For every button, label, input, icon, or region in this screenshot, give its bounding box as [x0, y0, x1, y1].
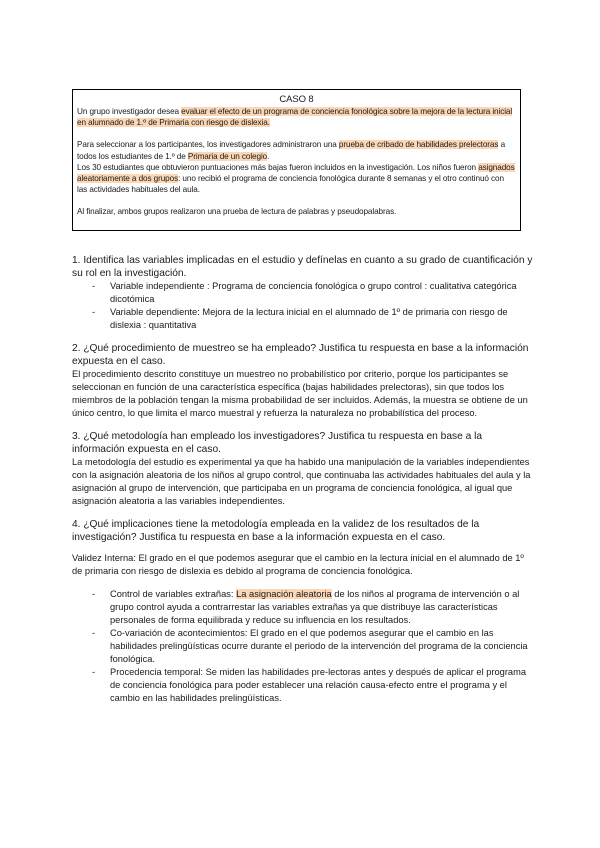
list-item-text: Variable dependiente: Mejora de la lectura inicial en el alumnado de 1º de primaria con riesgo de dislexia : quantitativa [110, 307, 508, 330]
list-item-text: Variable independiente : Programa de conciencia fonológica o grupo control : cualitativa categórica dicotómica [110, 281, 517, 304]
case-text: . [267, 151, 270, 161]
list-item-text: Co-variación de acontecimientos: El grado en el que podemos asegurar que el cambio en las habilidades prelingüísticas ocurre durante el periodo de la intervención del programa de la conciencia fonológica. [110, 628, 528, 664]
bullet-dash: - [92, 628, 96, 638]
case-paragraph-2 [77, 139, 516, 161]
answer-2: El procedimiento descrito constituye un muestreo no probabilístico por criterio, porque los participantes se seleccionan en función de una característica específica (bajas habilidades prelectoras), sin que todos los miembros de la población tengan la misma probabilidad de ser incluidos. Además, la muestra se obtiene de un único centro, lo que limita el marco muestral y refuerza la naturaleza no probabilística del proceso. [72, 369, 528, 418]
list-item [72, 627, 534, 666]
list-item [72, 666, 534, 705]
list-item-text: Control de variables extrañas: [110, 589, 237, 599]
bullet-dash: - [92, 667, 96, 677]
answers-section [72, 254, 534, 705]
case-box [72, 89, 521, 231]
case-text: : uno recibió el programa de conciencia fonológica durante 8 semanas y el otro continuó con las actividades habituales del aula. [77, 174, 504, 195]
bullet-dash: - [92, 589, 96, 599]
answer-highlight: La asignación aleatoria [236, 589, 332, 599]
case-paragraph-4: Al finalizar, ambos grupos realizaron una prueba de lectura de palabras y pseudopalabras. [77, 207, 397, 217]
internal-validity-text: Validez Interna: El grado en el que podemos asegurar que el cambio en la lectura inicial en el alumnado de 1º de primaria con riesgo de dislexia es debido al programa de conciencia fonológica. [72, 553, 524, 576]
case-highlight: asignados aleatoriamente a dos grupos [77, 162, 515, 184]
bullet-dash: - [92, 307, 96, 317]
case-paragraph-3 [77, 162, 516, 196]
case-paragraph-1 [77, 106, 516, 128]
case-text: Para seleccionar a los participantes, los investigadores administraron una [77, 140, 339, 150]
list-item [72, 306, 534, 332]
case-title: CASO 8 [279, 94, 314, 105]
list-item-text: Procedencia temporal: Se miden las habilidades pre-lectoras antes y después de aplicar el programa de conciencia fonológica para poder establecer una relación causa-efecto entre el programa y el cambio en las habilidades prelingüísticas. [110, 667, 527, 703]
bullet-dash: - [92, 281, 96, 291]
question-3: 3. ¿Qué metodología han empleado los investigadores? Justifica tu respuesta en base a la información expuesta en el caso. [72, 431, 483, 455]
question-2: 2. ¿Qué procedimiento de muestreo se ha empleado? Justifica tu respuesta en base a la información expuesta en el caso. [72, 343, 529, 367]
question-1: 1. Identifica las variables implicadas en el estudio y defínelas en cuanto a su grado de cuantificación y su rol en la investigación. [72, 255, 533, 279]
case-highlight: prueba de cribado de habilidades prelectoras [338, 140, 499, 150]
answer-3: La metodología del estudio es experimental ya que ha habido una manipulación de la variables independientes con la asignación aleatoria de los niños al grupo control, que continuaba las actividades habituales del aula y la asignación al grupo de intervención, que participaba en un programa de conciencia fonológica, al igual que asignación aleatoria a las variables independientes. [72, 457, 531, 506]
variables-list [72, 280, 534, 332]
list-item [72, 588, 534, 627]
case-highlight: Primaria de un colegio [187, 151, 268, 161]
case-highlight: evaluar el efecto de un programa de conciencia fonológica sobre la mejora de la lectura inicial en alumnado de 1.º de Primaria con riesgo de dislexia. [77, 107, 513, 128]
case-text: Un grupo investigador desea [77, 107, 182, 116]
case-text: Los 30 estudiantes que obtuvieron puntuaciones más bajas fueron incluidos en la investigación. Los niños fueron [77, 162, 479, 172]
question-4: 4. ¿Qué implicaciones tiene la metodología empleada en la validez de los resultados de la investigación? Justifica tu respuesta en base a la información expuesta en el caso. [72, 519, 480, 543]
list-item-text: de los niños al programa de intervención o al grupo control ayuda a contrarrestar las variables extrañas ya que distribuye las características personales de forma equilibrada y reduce su influencia en los resultados. [110, 589, 520, 625]
list-item [72, 280, 534, 306]
validity-list [72, 588, 534, 705]
case-text: a todos los estudiantes de 1.º de [77, 140, 506, 161]
